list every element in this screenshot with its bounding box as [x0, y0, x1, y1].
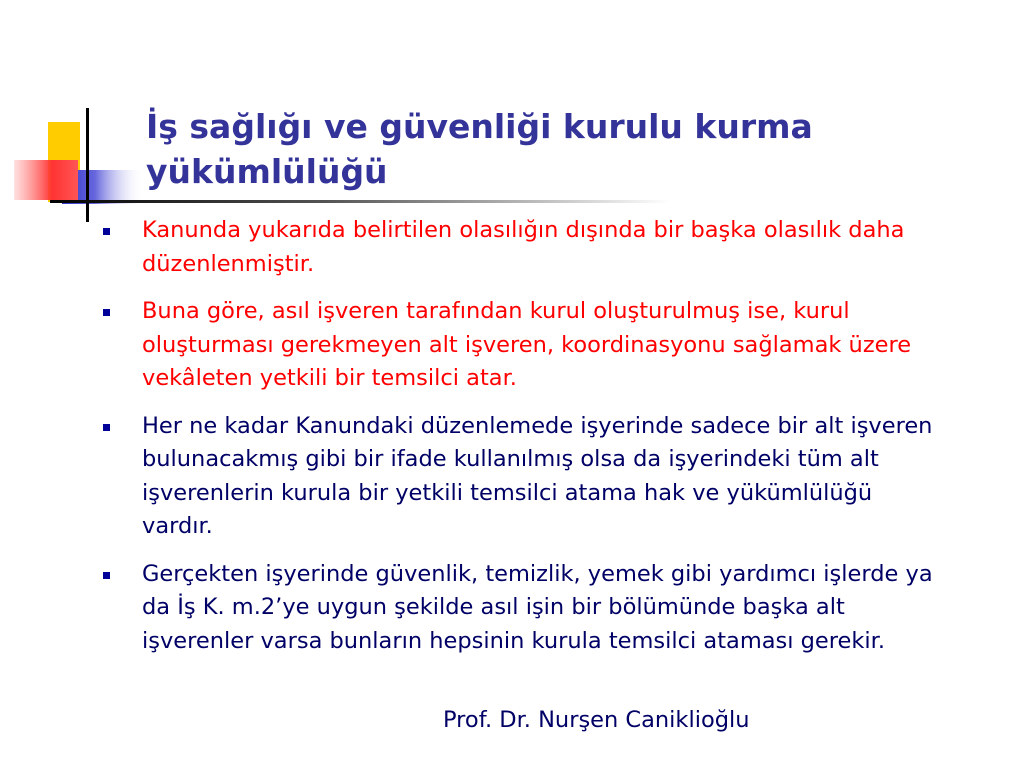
bullet-text: [142, 410, 1024, 544]
bullet-line: düzenlenmiştir.: [142, 250, 315, 277]
bullet-list: [0, 214, 1024, 672]
bullet-item: [0, 558, 1024, 659]
slide-footer-author: Prof. Dr. Nurşen Caniklioğlu: [443, 707, 750, 733]
bullet-item: [0, 214, 1024, 281]
bullet-line: işverenlerin kurula bir yetkili temsilci atama hak ve yükümlülüğü: [142, 479, 873, 506]
slide-title-line: yükümlülüğü: [146, 152, 388, 191]
bullet-square-icon: [103, 424, 110, 431]
deco-vertical-line: [86, 108, 89, 222]
bullet-square-icon: [103, 228, 110, 235]
bullet-line: bulunacakmış gibi bir ifade kullanılmış olsa da işyerindeki tüm alt: [142, 446, 879, 472]
slide-title-line: İş sağlığı ve güvenliği kurulu kurma: [146, 107, 813, 146]
slide-title: [146, 104, 1006, 194]
bullet-square-icon: [103, 572, 110, 579]
deco-horizontal-rule: [50, 200, 670, 203]
bullet-item: [0, 410, 1024, 544]
bullet-line: vardır.: [142, 513, 213, 539]
bullet-text: [142, 558, 1024, 659]
bullet-text: [142, 214, 1024, 281]
bullet-line: Gerçekten işyerinde güvenlik, temizlik, yemek gibi yardımcı işlerde ya: [142, 560, 933, 587]
bullet-line: Buna göre, asıl işveren tarafından kurul oluşturulmuş ise, kurul: [142, 298, 850, 324]
bullet-item: [0, 295, 1024, 396]
bullet-line: vekâleten yetkili bir temsilci atar.: [142, 365, 517, 391]
bullet-square-icon: [103, 309, 110, 316]
bullet-text: [142, 295, 1024, 396]
bullet-line: işverenler varsa bunların hepsinin kurula temsilci ataması gerekir.: [142, 627, 885, 654]
bullet-line: Her ne kadar Kanundaki düzenlemede işyerinde sadece bir alt işveren: [142, 412, 933, 439]
bullet-line: da İş K. m.2’ye uygun şekilde asıl işin bir bölümünde başka alt: [142, 594, 845, 620]
bullet-line: oluşturması gerekmeyen alt işveren, koordinasyonu sağlamak üzere: [142, 331, 912, 358]
deco-red-square: [14, 160, 78, 200]
bullet-line: Kanunda yukarıda belirtilen olasılığın dışında bir başka olasılık daha: [142, 217, 905, 243]
